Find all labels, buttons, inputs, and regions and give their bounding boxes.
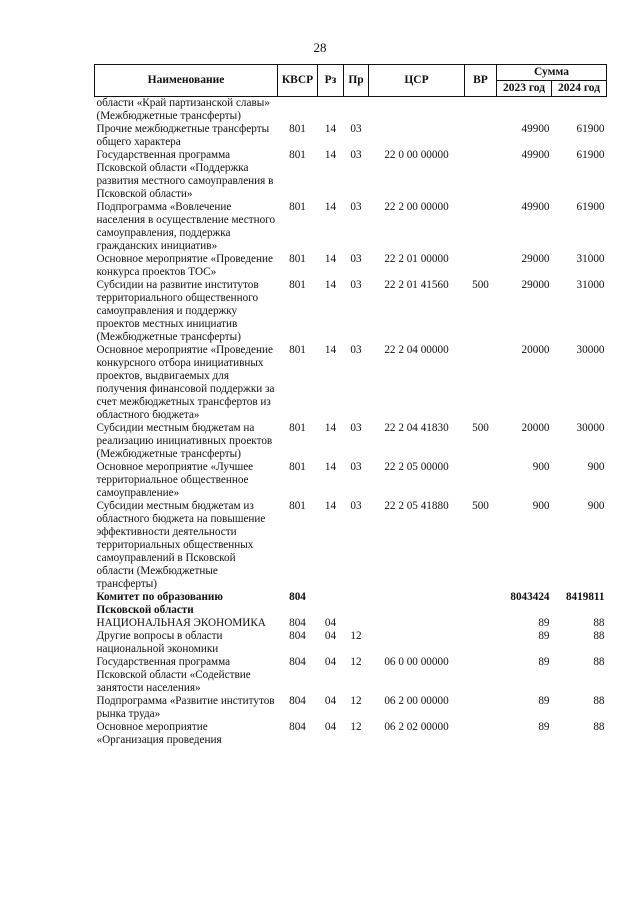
row-pr: 12 [350, 630, 362, 642]
row-csr: 06 2 00 00000 [384, 695, 449, 707]
table-row [95, 721, 607, 747]
row-sum-2023: 49900 [521, 201, 550, 213]
row-vr [465, 97, 497, 124]
row-sum-2024 [552, 97, 607, 124]
row-vr: 500 [472, 422, 489, 434]
table-body [95, 97, 607, 748]
row-vr [465, 721, 497, 747]
row-sum-2023: 20000 [521, 344, 550, 356]
row-kvsr: 804 [289, 695, 306, 707]
header-name: Наименование [95, 65, 278, 97]
row-sum-2023: 49900 [521, 149, 550, 161]
row-rz: 14 [324, 279, 337, 291]
row-sum-2023: 89 [538, 656, 550, 668]
row-sum-2023: 29000 [521, 253, 550, 265]
row-pr: 03 [350, 253, 362, 265]
row-kvsr: 801 [289, 500, 306, 512]
row-rz: 14 [324, 461, 337, 473]
row-pr [344, 617, 369, 630]
row-kvsr: 801 [289, 201, 306, 213]
row-sum-2023: 29000 [521, 279, 550, 291]
row-rz: 14 [324, 123, 337, 135]
row-rz: 04 [324, 630, 337, 642]
row-csr [369, 591, 465, 617]
row-kvsr: 801 [289, 344, 306, 356]
row-sum-2024: 88 [593, 721, 605, 733]
row-sum-2023: 900 [532, 461, 550, 473]
row-rz: 14 [324, 149, 337, 161]
row-name: Государственная программа Псковской области «Содействие занятости населения» [96, 656, 251, 694]
row-sum-2024: 900 [587, 461, 605, 473]
page-number: 28 [313, 40, 327, 55]
row-pr: 03 [350, 201, 362, 213]
table-row [95, 97, 607, 124]
row-csr: 22 2 01 00000 [384, 253, 449, 265]
row-name: Субсидии местным бюджетам на реализацию инициативных проектов (Межбюджетные трансферты) [96, 422, 273, 460]
row-name: Подпрограмма «Вовлечение населения в осуществление местного самоуправления, поддержка гражданских инициатив» [96, 201, 276, 252]
row-csr [369, 630, 465, 656]
row-rz: 14 [324, 422, 337, 434]
row-vr [465, 461, 497, 500]
row-csr: 06 2 02 00000 [384, 721, 449, 733]
row-csr: 22 2 04 41830 [384, 422, 449, 434]
row-sum-2024: 31000 [576, 253, 605, 265]
header-kvsr: КВСР [278, 65, 318, 97]
row-vr [465, 617, 497, 630]
row-pr: 12 [350, 656, 362, 668]
row-csr: 06 0 00 00000 [384, 656, 449, 668]
row-csr [369, 123, 465, 149]
row-rz: 14 [324, 500, 337, 512]
row-name: НАЦИОНАЛЬНАЯ ЭКОНОМИКА [96, 617, 266, 629]
table-row [95, 630, 607, 656]
table-header [95, 65, 607, 97]
row-pr [344, 591, 369, 617]
row-kvsr: 804 [289, 721, 306, 733]
row-sum-2023: 89 [538, 721, 550, 733]
row-kvsr: 801 [289, 279, 306, 291]
row-vr [465, 123, 497, 149]
row-csr [369, 97, 465, 124]
row-sum-2023 [497, 97, 552, 124]
row-sum-2023: 20000 [521, 422, 550, 434]
row-name: Субсидии местным бюджетам из областного бюджета на повышение эффективности деятельности территориальных общественных самоуправлений в Псковской области (Межбюджетные трансферты) [96, 500, 266, 590]
row-vr [465, 201, 497, 253]
header-vr: ВР [465, 65, 497, 97]
row-csr: 22 2 00 00000 [384, 201, 449, 213]
row-sum-2023: 89 [538, 617, 550, 629]
row-csr: 22 2 05 41880 [384, 500, 449, 512]
header-rz: Рз [318, 65, 344, 97]
row-pr: 03 [350, 279, 362, 291]
row-sum-2024: 88 [593, 630, 605, 642]
row-name: Основное мероприятие «Проведение конкурсного отбора инициативных проектов, выдвигаемых для получения финансовой поддержки за счет межбюджетных трансфертов из областного бюджета» [96, 344, 275, 421]
row-vr [465, 344, 497, 422]
row-name: Основное мероприятие «Проведение конкурса проектов ТОС» [96, 253, 273, 278]
row-kvsr: 801 [289, 253, 306, 265]
row-sum-2024: 30000 [576, 422, 605, 434]
row-pr [344, 97, 369, 124]
row-vr [465, 656, 497, 695]
row-name: Государственная программа Псковской области «Поддержка развития местного самоуправления в Псковской области» [96, 149, 274, 200]
row-sum-2023: 49900 [521, 123, 550, 135]
row-pr: 03 [350, 422, 362, 434]
row-sum-2023: 900 [532, 500, 550, 512]
row-vr [465, 695, 497, 721]
table-row [95, 461, 607, 500]
row-rz [318, 591, 344, 617]
row-name: Подпрограмма «Развитие институтов рынка труда» [96, 695, 275, 720]
row-csr [369, 617, 465, 630]
row-kvsr: 804 [289, 591, 306, 603]
row-name: Другие вопросы в области национальной экономики [96, 630, 223, 655]
table-row [95, 617, 607, 630]
table-row [95, 500, 607, 591]
row-rz: 04 [324, 617, 337, 629]
row-vr [465, 149, 497, 201]
row-sum-2024: 900 [587, 500, 605, 512]
table-row [95, 656, 607, 695]
row-rz: 04 [324, 656, 337, 668]
row-rz: 04 [324, 695, 337, 707]
row-kvsr: 801 [289, 123, 306, 135]
row-pr: 03 [350, 149, 362, 161]
row-rz [318, 97, 344, 124]
row-pr: 03 [350, 123, 362, 135]
row-kvsr: 804 [289, 617, 306, 629]
row-sum-2024: 31000 [576, 279, 605, 291]
row-kvsr: 804 [289, 656, 306, 668]
table-row [95, 695, 607, 721]
row-rz: 04 [324, 721, 337, 733]
row-name: Субсидии на развитие институтов территориального общественного самоуправления и поддержку проектов местных инициатив (Межбюджетные трансферты) [96, 279, 259, 343]
row-vr: 500 [472, 279, 489, 291]
header-year-2023: 2023 год [497, 81, 552, 97]
row-name: Комитет по образованию Псковской области [96, 591, 223, 616]
row-vr: 500 [472, 500, 489, 512]
row-csr: 22 0 00 00000 [384, 149, 449, 161]
table-row [95, 422, 607, 461]
row-rz: 14 [324, 344, 337, 356]
row-csr: 22 2 04 00000 [384, 344, 449, 356]
row-pr: 12 [350, 721, 362, 733]
row-name: Прочие межбюджетные трансферты общего характера [96, 123, 270, 148]
row-csr: 22 2 01 41560 [384, 279, 449, 291]
row-kvsr: 801 [289, 149, 306, 161]
table-row [95, 149, 607, 201]
row-name: Основное мероприятие «Лучшее территориальное общественное самоуправление» [96, 461, 254, 499]
header-csr: ЦСР [369, 65, 465, 97]
row-kvsr: 804 [289, 630, 306, 642]
row-kvsr: 801 [289, 461, 306, 473]
row-kvsr [278, 97, 318, 124]
row-pr: 03 [350, 500, 362, 512]
table-row [95, 279, 607, 344]
table-row [95, 344, 607, 422]
row-vr [465, 591, 497, 617]
row-sum-2023: 8043424 [510, 591, 550, 603]
row-csr: 22 2 05 00000 [384, 461, 449, 473]
header-sum: Сумма [497, 65, 607, 81]
table-row [95, 201, 607, 253]
row-pr: 03 [350, 461, 362, 473]
table-row [95, 591, 607, 617]
row-name: области «Край партизанской славы» (Межбюджетные трансферты) [96, 97, 270, 122]
row-pr: 03 [350, 344, 362, 356]
row-sum-2023: 89 [538, 695, 550, 707]
row-vr [465, 630, 497, 656]
row-sum-2024: 88 [593, 656, 605, 668]
table-row [95, 253, 607, 279]
row-name: Основное мероприятие «Организация проведения [96, 721, 222, 746]
row-sum-2024: 61900 [576, 123, 605, 135]
row-vr [465, 253, 497, 279]
row-sum-2024: 88 [593, 695, 605, 707]
header-year-2024: 2024 год [552, 81, 607, 97]
row-sum-2024: 88 [593, 617, 605, 629]
row-sum-2024: 61900 [576, 149, 605, 161]
row-sum-2024: 61900 [576, 201, 605, 213]
row-rz: 14 [324, 253, 337, 265]
header-pr: Пр [344, 65, 369, 97]
row-rz: 14 [324, 201, 337, 213]
row-sum-2024: 8419811 [565, 591, 605, 603]
row-sum-2024: 30000 [576, 344, 605, 356]
row-sum-2023: 89 [538, 630, 550, 642]
budget-table [94, 64, 607, 747]
row-pr: 12 [350, 695, 362, 707]
table-row [95, 123, 607, 149]
row-kvsr: 801 [289, 422, 306, 434]
